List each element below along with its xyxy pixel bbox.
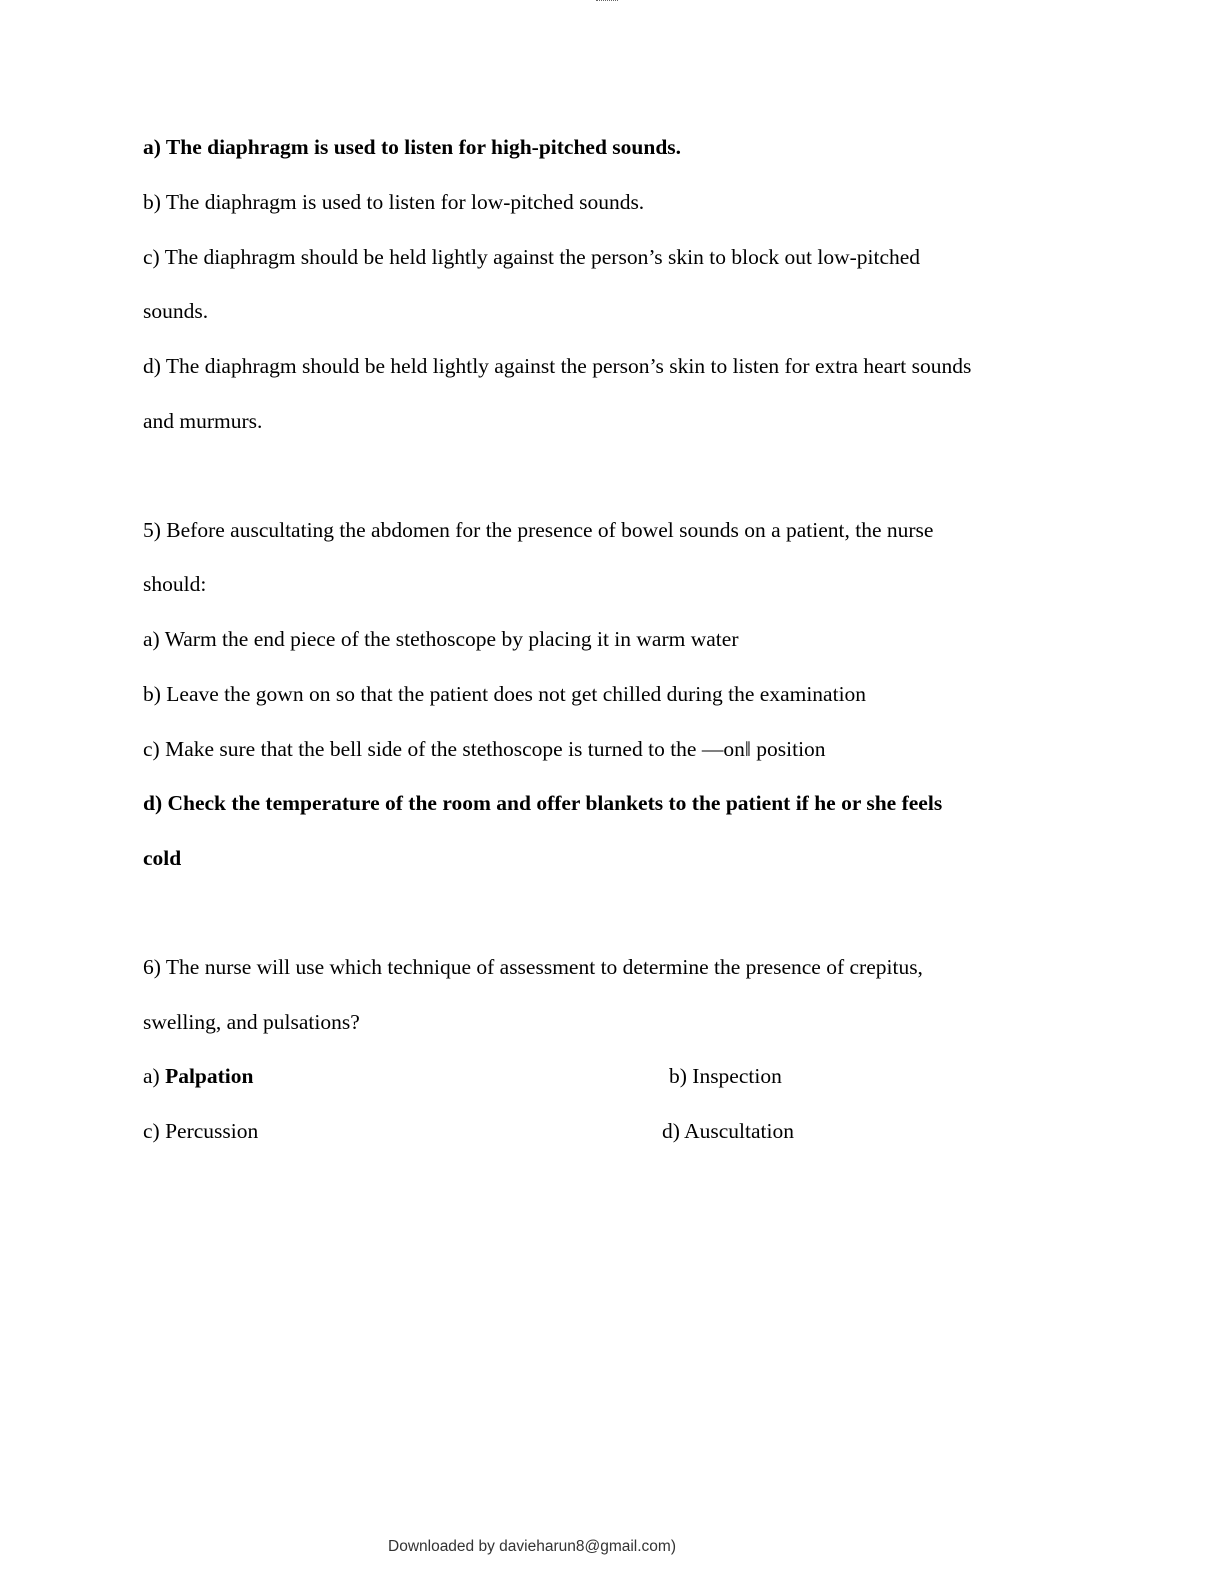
q6-option-a-answer: Palpation (165, 1064, 254, 1088)
q6-option-b: b) Inspection (669, 1064, 782, 1088)
q4-option-a-correct: a) The diaphragm is used to listen for high-pitched sounds. (143, 135, 682, 159)
q5-option-c: c) Make sure that the bell side of the stethoscope is turned to the ―on‖ position (143, 737, 826, 761)
q4-option-b: b) The diaphragm is used to listen for low-pitched sounds. (143, 190, 645, 214)
q5-option-d-correct-line1: d) Check the temperature of the room and offer blankets to the patient if he or she feels (143, 791, 943, 815)
q6-option-a-prefix: a) (143, 1064, 166, 1088)
q5-option-a: a) Warm the end piece of the stethoscope by placing it in warm water (143, 627, 739, 651)
q5-option-d-correct-line2: cold (143, 846, 182, 870)
download-footer: Downloaded by davieharun8@gmail.com) (388, 1538, 676, 1555)
q6-option-a (143, 1066, 253, 1088)
q6-stem-line2: swelling, and pulsations? (143, 1010, 360, 1034)
q4-option-d-line1: d) The diaphragm should be held lightly against the person’s skin to listen for extra heart sounds (143, 354, 972, 378)
q6-option-d: d) Auscultation (662, 1119, 794, 1143)
q4-option-c-line2: sounds. (143, 299, 209, 323)
q6-option-c: c) Percussion (143, 1119, 259, 1143)
page-top-mark (596, 0, 618, 3)
q4-option-c-line1: c) The diaphragm should be held lightly against the person’s skin to block out low-pitched (143, 245, 921, 269)
q5-stem-line1: 5) Before auscultating the abdomen for the presence of bowel sounds on a patient, the nurse (143, 518, 934, 542)
q6-stem-line1: 6) The nurse will use which technique of assessment to determine the presence of crepitus, (143, 955, 923, 979)
q4-option-d-line2: and murmurs. (143, 409, 263, 433)
q5-option-b: b) Leave the gown on so that the patient does not get chilled during the examination (143, 682, 867, 706)
q5-stem-line2: should: (143, 572, 207, 596)
